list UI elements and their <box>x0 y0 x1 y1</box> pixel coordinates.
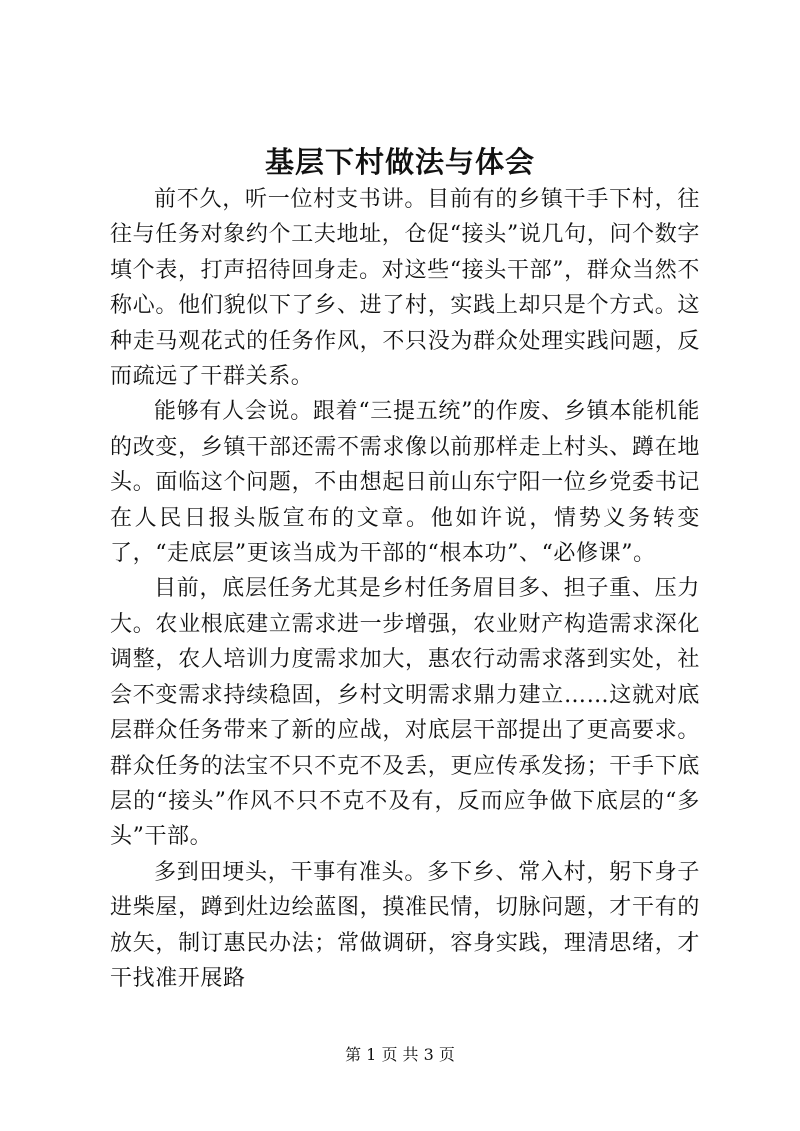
paragraph: 多到田埂头，干事有准头。多下乡、常入村，躬下身子进柴屋，蹲到灶边绘蓝图，摸准民情，切脉问题，才干有的放矢，制订惠民办法；常做调研，容身实践，理清思绪，才干找准开展路 <box>110 859 700 991</box>
page-title: 基层下村做法与体会 <box>264 145 535 179</box>
document-body <box>110 182 700 996</box>
paragraph: 前不久，听一位村支书讲。目前有的乡镇干手下村，往往与任务对象约个工夫地址，仓促“接头”说几句，问个数字填个表，打声招待回身走。对这些“接头干部”，群众当然不称心。他们貌似下了乡、进了村，实践上却只是个方式。这种走马观花式的任务作风，不只没为群众处理实践问题，反而疏远了干群关系。 <box>110 187 700 390</box>
paragraph: 能够有人会说。跟着“三提五统”的作废、乡镇本能机能的改变，乡镇干部还需不需求像以前那样走上村头、蹲在地头。面临这个问题，不由想起日前山东宁阳一位乡党委书记在人民日报头版宣布的文章。他如许说，情势义务转变了，“走底层”更该当成为干部的“根本功”、“必修课”。 <box>110 399 700 567</box>
page-footer: 第 1 页 共 3 页 <box>345 1045 455 1064</box>
paragraph: 目前，底层任务尤其是乡村任务眉目多、担子重、压力大。农业根底建立需求进一步增强，农业财产构造需求深化调整，农人培训力度需求加大，惠农行动需求落到实处，社会不变需求持续稳固，乡村文明需求鼎力建立……这就对底层群众任务带来了新的应战，对底层干部提出了更高要求。群众任务的法宝不只不克不及丢，更应传承发扬；干手下底层的“接头”作风不只不克不及有，反而应争做下底层的“多头”干部。 <box>110 576 700 850</box>
